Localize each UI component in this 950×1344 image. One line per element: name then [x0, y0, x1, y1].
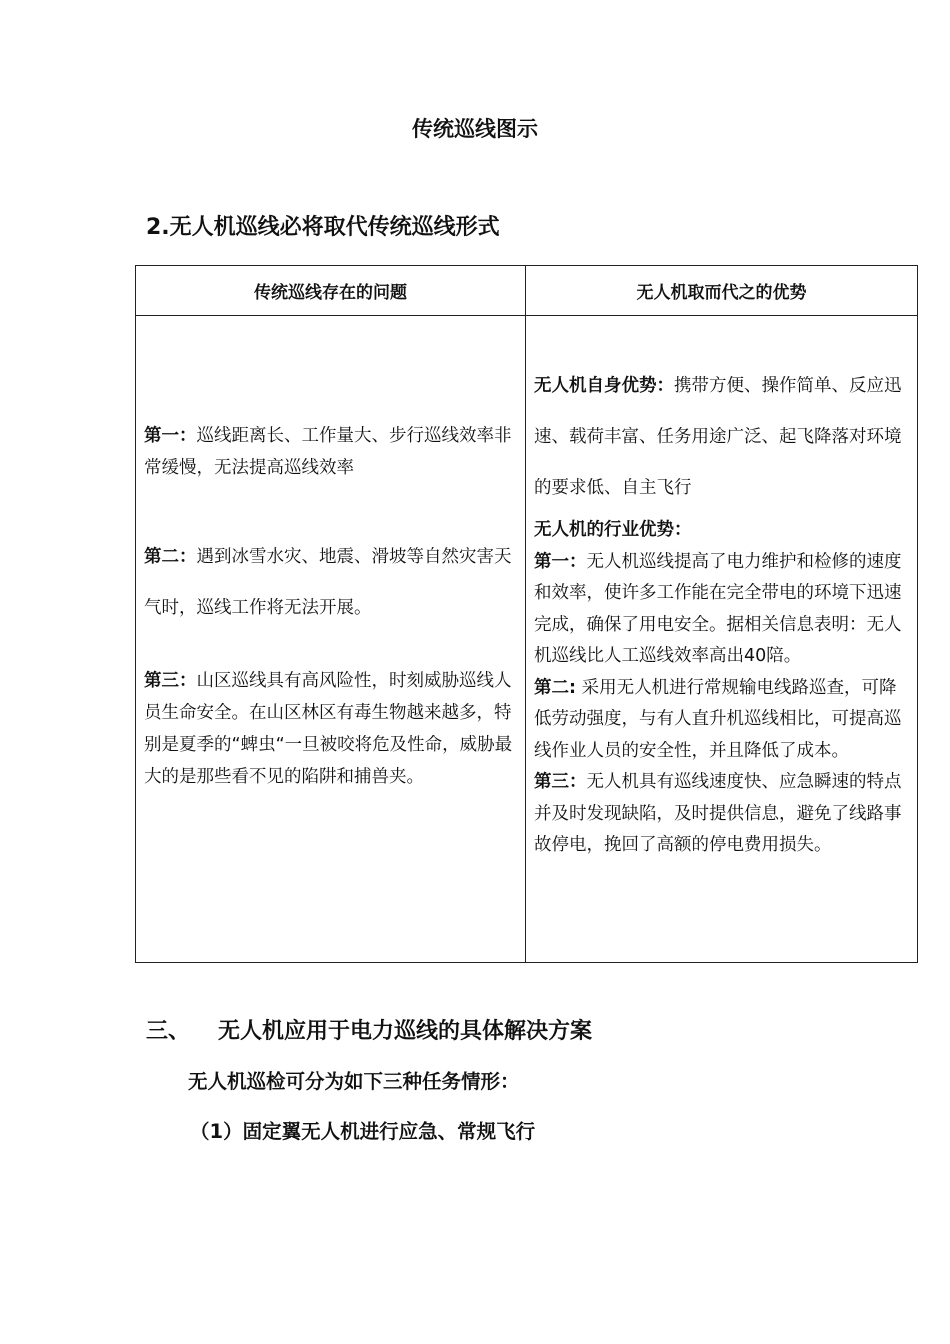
problem-1-text: 巡线距离长、工作量大、步行巡线效率非常缓慢，无法提高巡线效率	[144, 426, 512, 478]
industry-3-text: 无人机具有巡线速度快、应急瞬速的特点并及时发现缺陷，及时提供信息，避免了线路事故停电，挽回了高额的停电费用损失。	[534, 772, 902, 855]
table-header-row	[136, 266, 918, 316]
self-advantage-text: 携带方便、操作简单、反应迅速、载荷丰富、任务用途广泛、起飞降落对环境的要求低、自主飞行	[534, 376, 902, 498]
industry-1-label: 第一：	[534, 551, 587, 572]
section-3-number: 三、	[146, 1019, 191, 1044]
section-3-item-1: （1）固定翼无人机进行应急、常规飞行	[190, 1120, 536, 1143]
table-row	[136, 316, 918, 963]
header-traditional-problems: 传统巡线存在的问题	[136, 266, 526, 316]
problem-3-label: 第三：	[144, 671, 197, 691]
problem-2-text: 遇到冰雪水灾、地震、滑坡等自然灾害天气时，巡线工作将无法开展。	[144, 547, 512, 618]
problem-2	[144, 532, 517, 634]
problem-3-text: 山区巡线具有高风险性，时刻威胁巡线人员生命安全。在山区林区有毒生物越来越多，特别是夏季的“蜱虫“一旦被咬将危及性命，威胁最大的是那些看不见的陷阱和捕兽夹。	[144, 671, 513, 787]
problem-1-label: 第一：	[144, 426, 197, 446]
self-advantage	[534, 361, 909, 514]
industry-2-label: 第二:	[534, 677, 576, 698]
figure-caption: 传统巡线图示	[412, 117, 538, 141]
industry-advantages	[534, 515, 909, 862]
section-3-title: 无人机应用于电力巡线的具体解决方案	[218, 1019, 593, 1044]
industry-3-label: 第三：	[534, 772, 587, 792]
traditional-problems-cell	[136, 316, 526, 963]
section-3-intro: 无人机巡检可分为如下三种任务情形：	[188, 1070, 520, 1093]
industry-1-text: 无人机巡线提高了电力维护和检修的速度和效率，使许多工作能在完全带电的环境下迅速完成，确保了用电安全。据相关信息表明：无人机巡线比人工巡线效率高出40陪。	[534, 551, 902, 666]
comparison-table	[135, 265, 918, 963]
industry-heading: 无人机的行业优势：	[534, 520, 692, 540]
self-advantage-label: 无人机自身优势：	[534, 376, 674, 396]
problem-3	[144, 665, 517, 793]
industry-2-text: 采用无人机进行常规输电线路巡查，可降低劳动强度，与有人直升机巡线相比，可提高巡线作业人员的安全性，并且降低了成本。	[534, 677, 902, 761]
section-2-heading: 2.无人机巡线必将取代传统巡线形式	[146, 215, 500, 240]
header-drone-advantages: 无人机取而代之的优势	[526, 266, 918, 316]
problem-1	[144, 420, 517, 484]
section-3-heading	[146, 1014, 592, 1045]
drone-advantages-cell	[526, 316, 918, 963]
problem-2-label: 第二：	[144, 547, 197, 567]
